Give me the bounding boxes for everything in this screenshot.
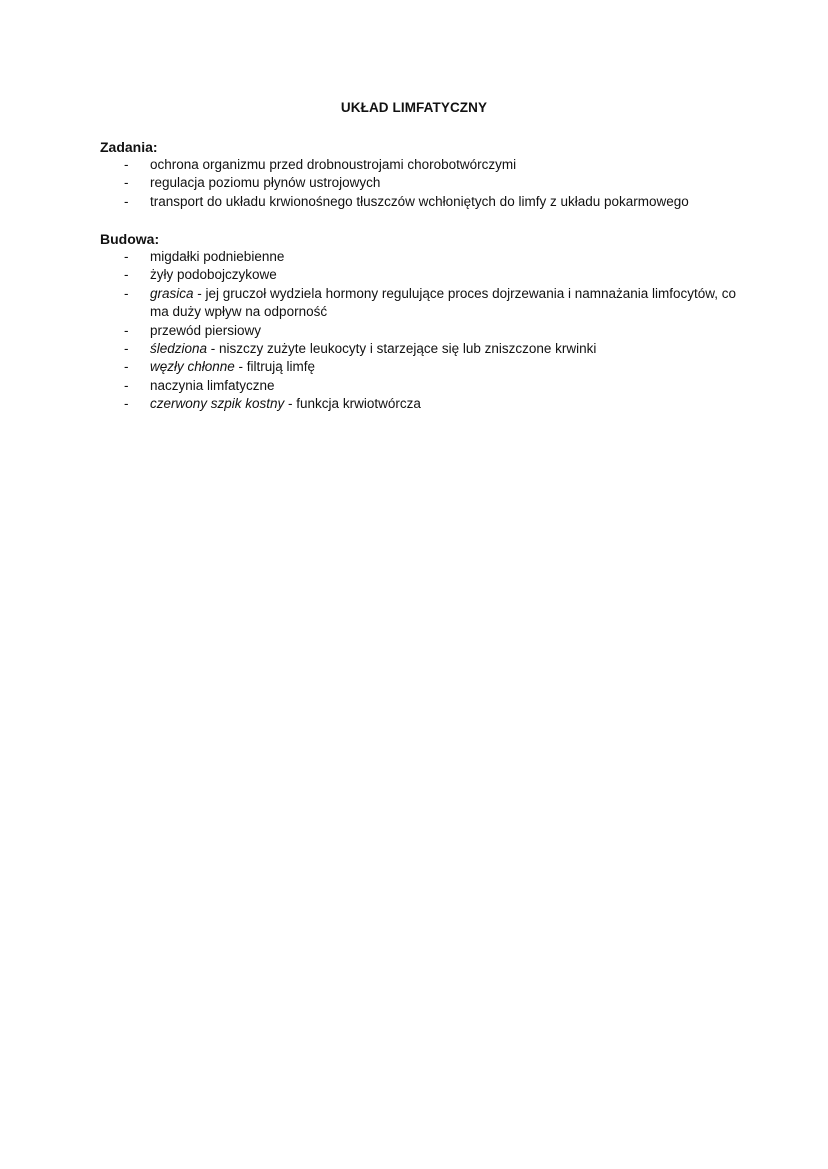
list-item	[100, 340, 740, 358]
list-item	[100, 322, 740, 340]
dash-bullet: -	[124, 157, 129, 172]
list-item	[100, 358, 740, 376]
structure-section	[100, 230, 740, 414]
dash-bullet: -	[124, 322, 129, 338]
dash-bullet: -	[124, 396, 129, 412]
list-item	[100, 174, 740, 192]
list-item-text: transport do układu krwionośnego tłuszczów wchłoniętych do limfy z układu pokarmowego	[150, 193, 689, 209]
list-item	[100, 285, 740, 322]
list-item	[100, 377, 740, 395]
list-item-text: migdałki podniebienne	[150, 249, 285, 264]
list-item	[100, 156, 740, 174]
document-title: UKŁAD LIMFATYCZNY	[340, 100, 488, 115]
dash-bullet: -	[124, 193, 129, 209]
dash-bullet: -	[124, 175, 129, 191]
list-item-text: żyły podobojczykowe	[150, 267, 277, 283]
dash-bullet: -	[124, 267, 129, 283]
dash-bullet: -	[124, 377, 129, 393]
dash-bullet: -	[124, 285, 129, 301]
dash-bullet: -	[124, 249, 129, 264]
tasks-section	[100, 138, 740, 211]
list-item-term: węzły chłonne	[150, 359, 235, 375]
list-item-text: ochrona organizmu przed drobnoustrojami chorobotwórczymi	[150, 157, 517, 172]
list-item-text: - niszczy zużyte leukocyty i starzejące się lub zniszczone krwinki	[207, 341, 597, 357]
structure-list	[100, 248, 740, 414]
list-item	[100, 395, 740, 413]
list-item-text: regulacja poziomu płynów ustrojowych	[150, 175, 381, 191]
list-item	[100, 193, 740, 211]
list-item-text: - jej gruczoł wydziela hormony regulujące proces dojrzewania i namnażania limfocytów, co ma duży wpływ na odporność	[150, 285, 737, 320]
list-item-term: czerwony szpik kostny	[150, 396, 285, 412]
list-item-text: - funkcja krwiotwórcza	[284, 396, 421, 412]
dash-bullet: -	[124, 341, 129, 357]
list-item-term: grasica	[150, 285, 194, 301]
list-item-text: przewód piersiowy	[150, 322, 262, 338]
list-item-term: śledziona	[150, 341, 208, 357]
structure-heading: Budowa:	[100, 231, 160, 247]
tasks-list	[100, 156, 740, 211]
list-item	[100, 266, 740, 284]
list-item-text: naczynia limfatyczne	[150, 377, 275, 393]
dash-bullet: -	[124, 359, 129, 375]
list-item	[100, 248, 740, 266]
tasks-heading: Zadania:	[100, 139, 158, 155]
list-item-text: - filtrują limfę	[234, 359, 316, 375]
